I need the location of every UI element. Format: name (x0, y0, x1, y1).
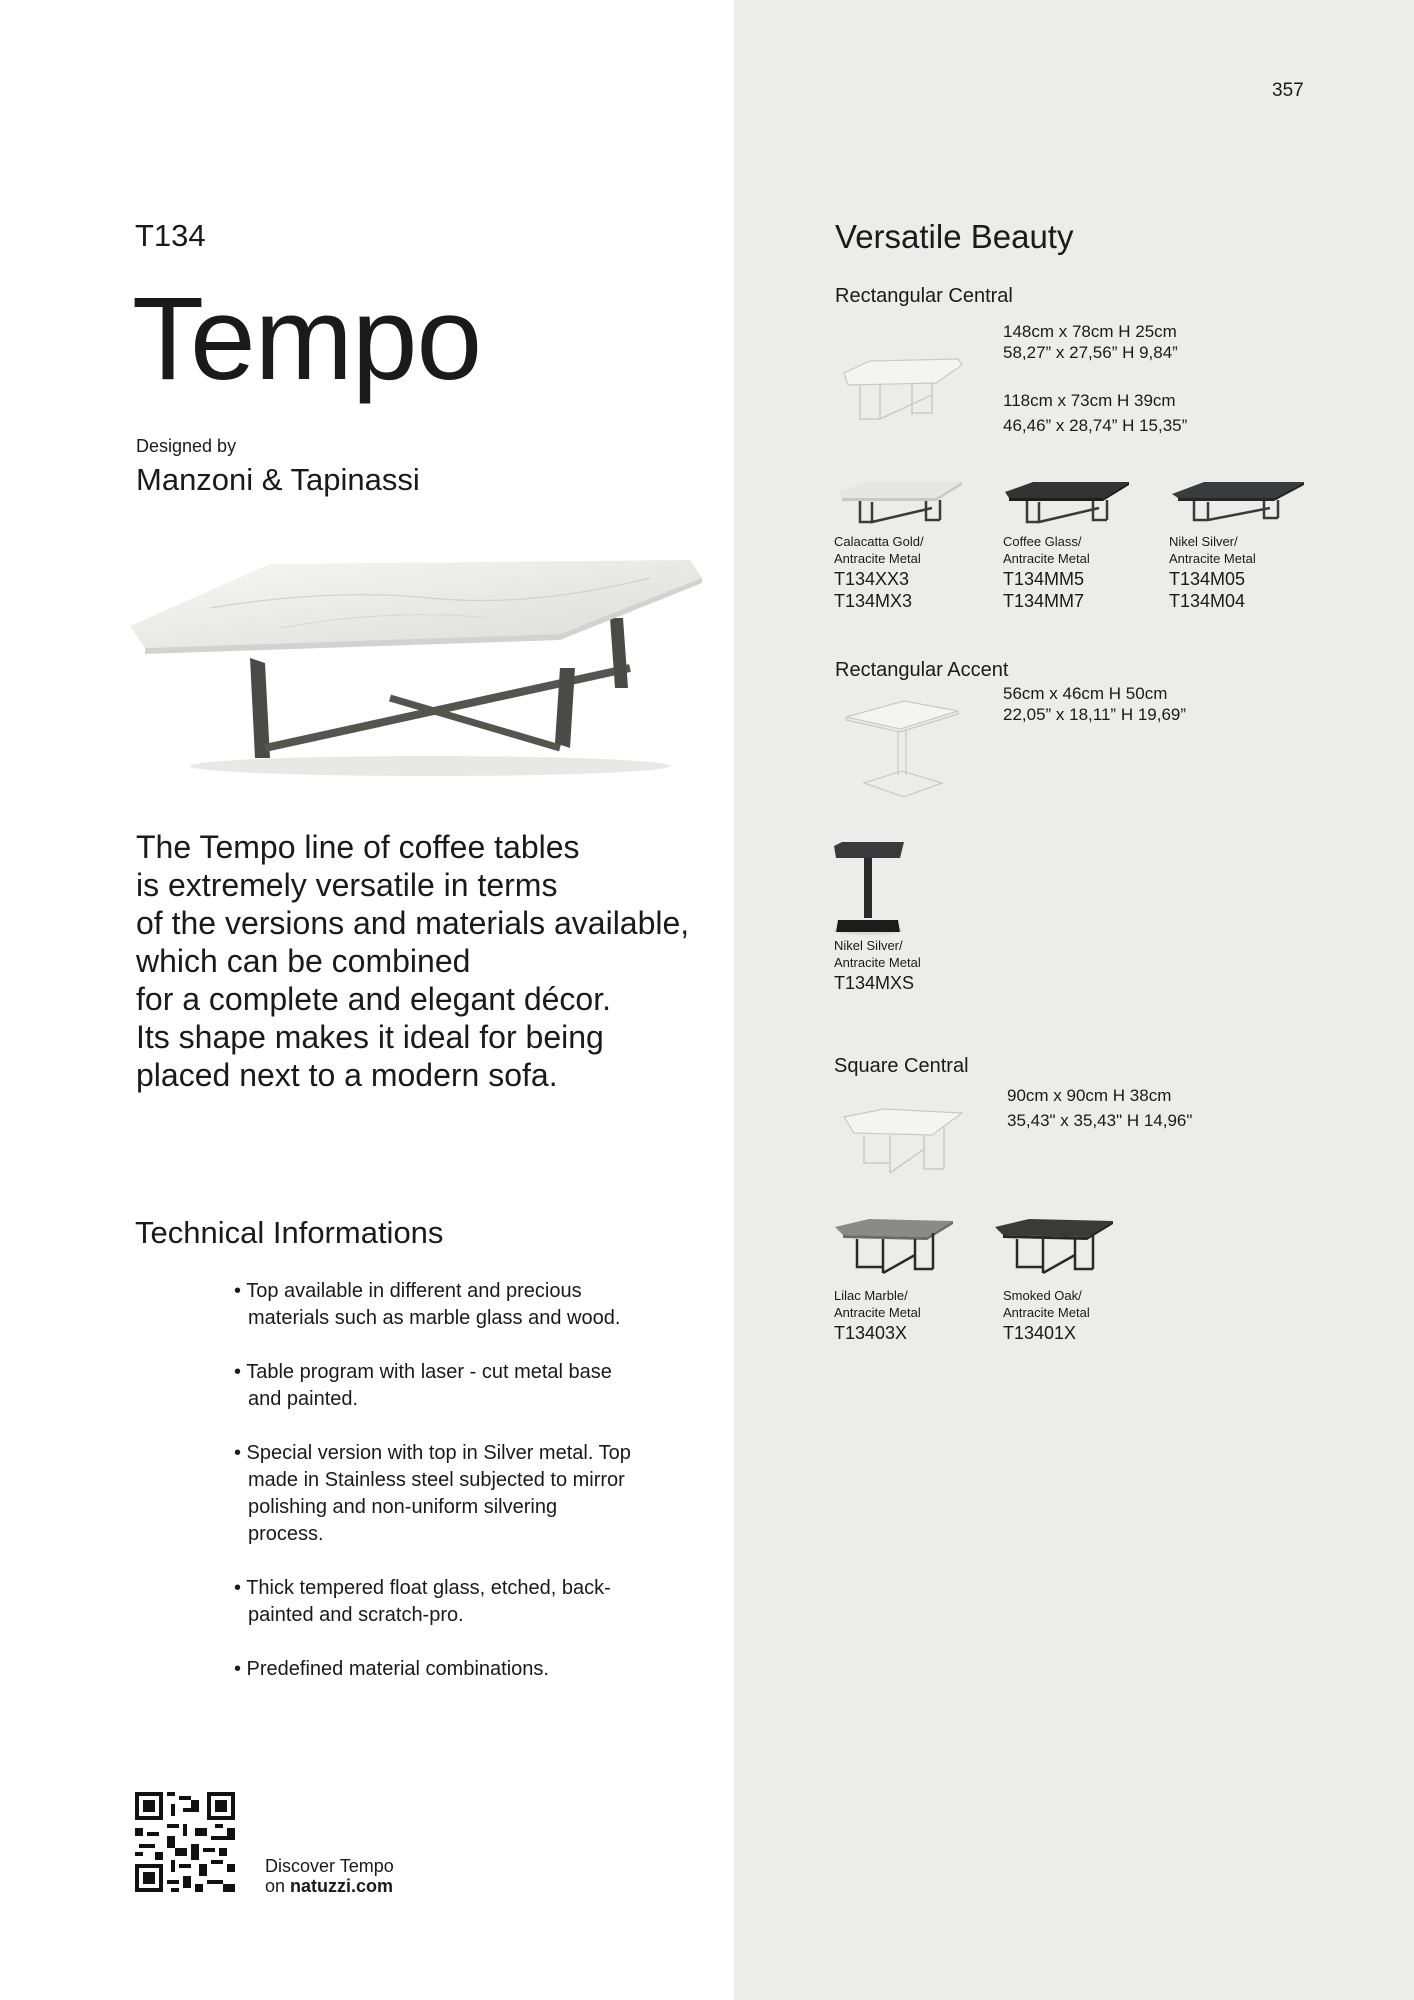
technical-bullets (234, 1278, 634, 1710)
rect-central-variant-image (836, 480, 964, 528)
variant-material: Calacatta Gold/ (834, 534, 924, 549)
variant-code: T134XX3 (834, 569, 910, 589)
bullet-item: • Predefined material combinations. (234, 1658, 549, 1680)
rect-accent-outline-image (842, 695, 962, 805)
rect-central-outline-image (840, 355, 965, 427)
description-line: is extremely versatile in terms (136, 867, 558, 903)
description-line: of the versions and materials available, (136, 905, 690, 941)
variant-material: Antracite Metal (834, 955, 921, 970)
variant-material: Antracite Metal (834, 551, 921, 566)
variant-code: T13403X (834, 1323, 908, 1343)
technical-informations-heading: Technical Informations (135, 1215, 444, 1250)
bullet-item: • Table program with laser - cut metal base and painted. (234, 1361, 612, 1410)
natuzzi-link[interactable]: natuzzi.com (290, 1876, 394, 1896)
rect-accent-variant-image (828, 840, 908, 936)
variant-code: T134MXS (834, 973, 915, 993)
variant-material: Antracite Metal (1003, 1305, 1090, 1320)
hero-table-image (130, 548, 710, 778)
description-line: Its shape makes it ideal for being (136, 1019, 604, 1055)
variant-material: Antracite Metal (1169, 551, 1256, 566)
description-line: for a complete and elegant décor. (136, 981, 611, 1017)
rect-accent-dim: 22,05” x 18,11” H 19,69” (1003, 705, 1187, 724)
discover-prefix: on (265, 1876, 291, 1896)
rect-central-dim: 148cm x 78cm H 25cm (1003, 322, 1177, 341)
variant-code: T134M04 (1169, 591, 1246, 611)
rect-central-heading: Rectangular Central (835, 285, 1013, 307)
square-central-variant-image (833, 1215, 955, 1277)
rect-central-dim: 46,46” x 28,74” H 15,35” (1003, 416, 1188, 435)
rect-central-dim: 118cm x 73cm H 39cm (1003, 391, 1176, 410)
variant-material: Lilac Marble/ (834, 1288, 908, 1303)
square-central-heading: Square Central (834, 1055, 969, 1077)
variant-code: T134MM7 (1003, 591, 1085, 611)
bullet-item: • Top available in different and precious materials such as marble glass and wood. (234, 1280, 621, 1329)
square-central-outline-image (840, 1105, 965, 1185)
square-central-variant-image (993, 1215, 1115, 1277)
variant-material: Coffee Glass/ (1003, 534, 1082, 549)
description-line: which can be combined (136, 943, 471, 979)
designer-name: Manzoni & Tapinassi (136, 462, 420, 497)
rect-central-variant-image (1170, 480, 1306, 528)
variant-code: T13401X (1003, 1323, 1077, 1343)
variant-material: Nikel Silver/ (1169, 534, 1238, 549)
variant-code: T134MX3 (834, 591, 913, 611)
variant-material: Antracite Metal (1003, 551, 1090, 566)
qr-code[interactable] (135, 1792, 235, 1892)
page-number: 357 (1272, 80, 1304, 101)
product-title: Tempo (132, 273, 482, 405)
square-central-dim: 35,43" x 35,43" H 14,96" (1007, 1111, 1193, 1130)
versatile-beauty-heading: Versatile Beauty (835, 218, 1074, 255)
rect-central-variant-image (1003, 480, 1131, 528)
bullet-item: • Thick tempered float glass, etched, back-painted and scratch-pro. (234, 1577, 611, 1626)
discover-link-line (265, 1876, 393, 1897)
rect-accent-heading: Rectangular Accent (835, 659, 1009, 681)
variant-material: Smoked Oak/ (1003, 1288, 1082, 1303)
bullet-item: • Special version with top in Silver metal. Top made in Stainless steel subjected to mirror polishing and non-uniform silvering process. (234, 1442, 631, 1545)
discover-line: Discover Tempo (265, 1856, 394, 1876)
rect-central-dim: 58,27” x 27,56” H 9,84” (1003, 343, 1178, 362)
variant-code: T134MM5 (1003, 569, 1085, 589)
square-central-dim: 90cm x 90cm H 38cm (1007, 1086, 1172, 1105)
rect-accent-dim: 56cm x 46cm H 50cm (1003, 684, 1168, 703)
designed-by-label: Designed by (136, 436, 237, 456)
description (136, 828, 736, 1094)
product-code: T134 (135, 218, 206, 253)
variant-material: Antracite Metal (834, 1305, 921, 1320)
variant-material: Nikel Silver/ (834, 938, 903, 953)
variant-code: T134M05 (1169, 569, 1246, 589)
description-line: The Tempo line of coffee tables (136, 829, 580, 865)
description-line: placed next to a modern sofa. (136, 1057, 558, 1093)
